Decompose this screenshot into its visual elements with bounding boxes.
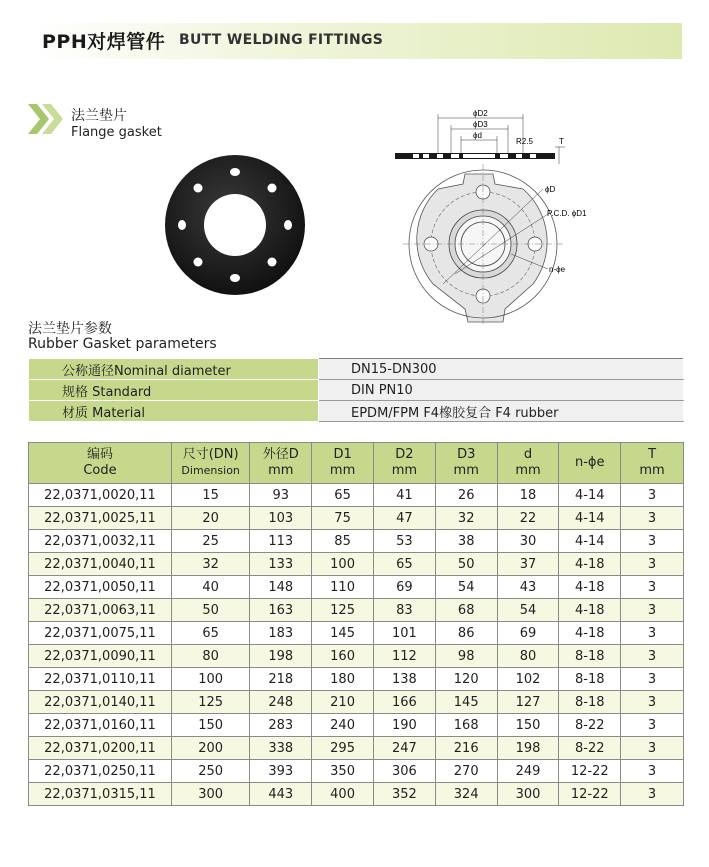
table-cell: 210 [312,691,374,714]
dimensions-table [28,442,684,806]
page-title-en: BUTT WELDING FITTINGS [179,32,384,48]
table-cell: 65 [312,484,374,507]
column-header [621,443,684,484]
table-cell: 3 [621,599,684,622]
column-header [171,443,249,484]
table-cell: 3 [621,622,684,645]
column-header [373,443,435,484]
table-cell: 69 [497,622,559,645]
table-cell: 350 [312,760,374,783]
table-cell: 295 [312,737,374,760]
table-cell: 22,0371,0160,11 [29,714,172,737]
table-row [29,760,684,783]
table-cell: 393 [250,760,312,783]
table-cell: 160 [312,645,374,668]
table-row [29,484,684,507]
table-cell: 15 [171,484,249,507]
table-cell: 180 [312,668,374,691]
table-cell: 40 [171,576,249,599]
table-cell: 4-18 [559,599,621,622]
column-header [29,443,172,484]
table-row [29,691,684,714]
section-title-zh: 法兰垫片 [71,108,127,124]
label-r: R2.5 [516,137,533,146]
table-cell: 183 [250,622,312,645]
table-cell: 3 [621,691,684,714]
table-cell: 248 [250,691,312,714]
params-title-zh: 法兰垫片参数 [28,321,112,337]
table-cell: 3 [621,760,684,783]
table-cell: 200 [171,737,249,760]
table-row [29,507,684,530]
table-cell: 3 [621,737,684,760]
table-cell: 30 [497,530,559,553]
table-cell: 145 [312,622,374,645]
column-header-unit: mm [515,463,541,478]
table-cell: 4-14 [559,507,621,530]
table-cell: 3 [621,714,684,737]
page-title-zh: PPH对焊管件 [42,31,166,53]
param-key: 公称通径Nominal diameter [29,359,319,380]
table-cell: 127 [497,691,559,714]
table-cell: 86 [435,622,497,645]
column-header-unit: mm [639,463,665,478]
table-cell: 4-18 [559,576,621,599]
column-header [559,443,621,484]
table-cell: 443 [250,783,312,806]
table-cell: 22,0371,0090,11 [29,645,172,668]
table-cell: 145 [435,691,497,714]
column-header-label: n-ϕe [575,455,605,470]
table-row [29,668,684,691]
table-cell: 12-22 [559,783,621,806]
column-header-unit: mm [391,463,418,478]
table-cell: 125 [171,691,249,714]
table-row [29,714,684,737]
table-cell: 22,0371,0040,11 [29,553,172,576]
table-cell: 8-22 [559,714,621,737]
table-cell: 216 [435,737,497,760]
table-cell: 22,0371,0075,11 [29,622,172,645]
table-cell: 166 [373,691,435,714]
table-cell: 120 [435,668,497,691]
table-cell: 22 [497,507,559,530]
column-header-label: D2 [395,447,414,462]
technical-drawing [393,104,593,326]
table-cell: 102 [497,668,559,691]
table-cell: 101 [373,622,435,645]
column-header-unit: mm [329,463,356,478]
table-row [29,530,684,553]
table-row [29,737,684,760]
table-cell: 300 [171,783,249,806]
table-cell: 22,0371,0110,11 [29,668,172,691]
label-d3: ϕD3 [473,120,488,129]
table-cell: 112 [373,645,435,668]
table-cell: 100 [171,668,249,691]
table-cell: 103 [250,507,312,530]
table-row [29,599,684,622]
param-row [29,359,684,380]
table-cell: 198 [497,737,559,760]
table-cell: 25 [171,530,249,553]
table-cell: 80 [171,645,249,668]
table-cell: 12-22 [559,760,621,783]
table-cell: 22,0371,0032,11 [29,530,172,553]
table-cell: 8-18 [559,691,621,714]
table-cell: 3 [621,576,684,599]
table-cell: 306 [373,760,435,783]
table-cell: 240 [312,714,374,737]
table-cell: 338 [250,737,312,760]
table-cell: 98 [435,645,497,668]
column-header-label: 编码 [86,447,113,462]
table-cell: 168 [435,714,497,737]
table-cell: 4-18 [559,622,621,645]
param-key: 规格 Standard [29,380,319,401]
params-title-en: Rubber Gasket parameters [28,336,217,352]
table-cell: 3 [621,484,684,507]
column-header [497,443,559,484]
table-cell: 218 [250,668,312,691]
label-t: T [559,137,564,146]
table-cell: 133 [250,553,312,576]
table-cell: 22,0371,0025,11 [29,507,172,530]
table-cell: 4-18 [559,553,621,576]
table-cell: 270 [435,760,497,783]
column-header-unit: mm [268,463,294,478]
table-row [29,622,684,645]
param-row [29,380,684,401]
table-cell: 249 [497,760,559,783]
table-cell: 400 [312,783,374,806]
table-cell: 8-18 [559,668,621,691]
table-cell: 324 [435,783,497,806]
table-cell: 68 [435,599,497,622]
params-table [28,358,684,422]
table-cell: 3 [621,553,684,576]
table-cell: 26 [435,484,497,507]
table-cell: 148 [250,576,312,599]
table-cell: 32 [171,553,249,576]
column-header-unit: Code [83,463,117,478]
table-cell: 22,0371,0200,11 [29,737,172,760]
table-row [29,645,684,668]
table-cell: 22,0371,0140,11 [29,691,172,714]
table-cell: 32 [435,507,497,530]
table-cell: 93 [250,484,312,507]
table-cell: 125 [312,599,374,622]
table-cell: 47 [373,507,435,530]
table-cell: 8-18 [559,645,621,668]
table-cell: 110 [312,576,374,599]
double-chevron-icon [28,104,66,134]
table-cell: 22,0371,0020,11 [29,484,172,507]
table-cell: 65 [171,622,249,645]
table-cell: 250 [171,760,249,783]
table-header-row [29,443,684,484]
column-header [250,443,312,484]
column-header-label: 尺寸(DN) [182,447,239,462]
table-cell: 69 [373,576,435,599]
label-holes: n-ϕe [549,265,566,274]
table-cell: 3 [621,783,684,806]
param-row [29,401,684,422]
table-cell: 22,0371,0250,11 [29,760,172,783]
table-cell: 43 [497,576,559,599]
table-cell: 138 [373,668,435,691]
column-header-label: D1 [333,447,352,462]
table-cell: 8-22 [559,737,621,760]
column-header-label: 外径D [262,447,299,462]
section-title-en: Flange gasket [71,125,162,140]
table-cell: 150 [171,714,249,737]
column-header-label: d [523,447,533,462]
table-cell: 38 [435,530,497,553]
table-cell: 53 [373,530,435,553]
table-cell: 3 [621,530,684,553]
table-cell: 150 [497,714,559,737]
param-value: EPDM/FPM F4橡胶复合 F4 rubber [319,401,684,422]
table-cell: 22,0371,0315,11 [29,783,172,806]
table-cell: 54 [497,599,559,622]
table-row [29,576,684,599]
table-cell: 3 [621,668,684,691]
table-cell: 41 [373,484,435,507]
table-cell: 22,0371,0050,11 [29,576,172,599]
table-cell: 300 [497,783,559,806]
table-cell: 80 [497,645,559,668]
table-cell: 18 [497,484,559,507]
table-cell: 54 [435,576,497,599]
table-cell: 22,0371,0063,11 [29,599,172,622]
table-cell: 75 [312,507,374,530]
column-header [435,443,497,484]
table-cell: 85 [312,530,374,553]
table-cell: 4-14 [559,530,621,553]
column-header-label: D3 [457,447,476,462]
column-header-unit: mm [453,463,479,478]
param-value: DN15-DN300 [319,359,684,380]
table-cell: 100 [312,553,374,576]
label-d2: ϕD2 [473,109,488,118]
header-banner [28,23,682,59]
table-cell: 190 [373,714,435,737]
gasket-image [160,150,310,300]
param-value: DIN PN10 [319,380,684,401]
table-cell: 3 [621,645,684,668]
table-cell: 4-14 [559,484,621,507]
table-cell: 50 [171,599,249,622]
table-cell: 247 [373,737,435,760]
table-cell: 3 [621,507,684,530]
table-cell: 37 [497,553,559,576]
param-key: 材质 Material [29,401,319,422]
table-row [29,783,684,806]
table-cell: 83 [373,599,435,622]
column-header-label: T [648,447,657,462]
label-outer-d: ϕD [545,185,556,194]
table-cell: 113 [250,530,312,553]
table-cell: 50 [435,553,497,576]
table-cell: 163 [250,599,312,622]
column-header-unit: Dimension [181,464,240,477]
table-row [29,553,684,576]
table-cell: 283 [250,714,312,737]
label-d: ϕd [473,131,482,140]
table-cell: 65 [373,553,435,576]
table-cell: 352 [373,783,435,806]
table-cell: 198 [250,645,312,668]
table-cell: 20 [171,507,249,530]
label-pcd: P.C.D. ϕD1 [547,209,587,218]
column-header [312,443,374,484]
